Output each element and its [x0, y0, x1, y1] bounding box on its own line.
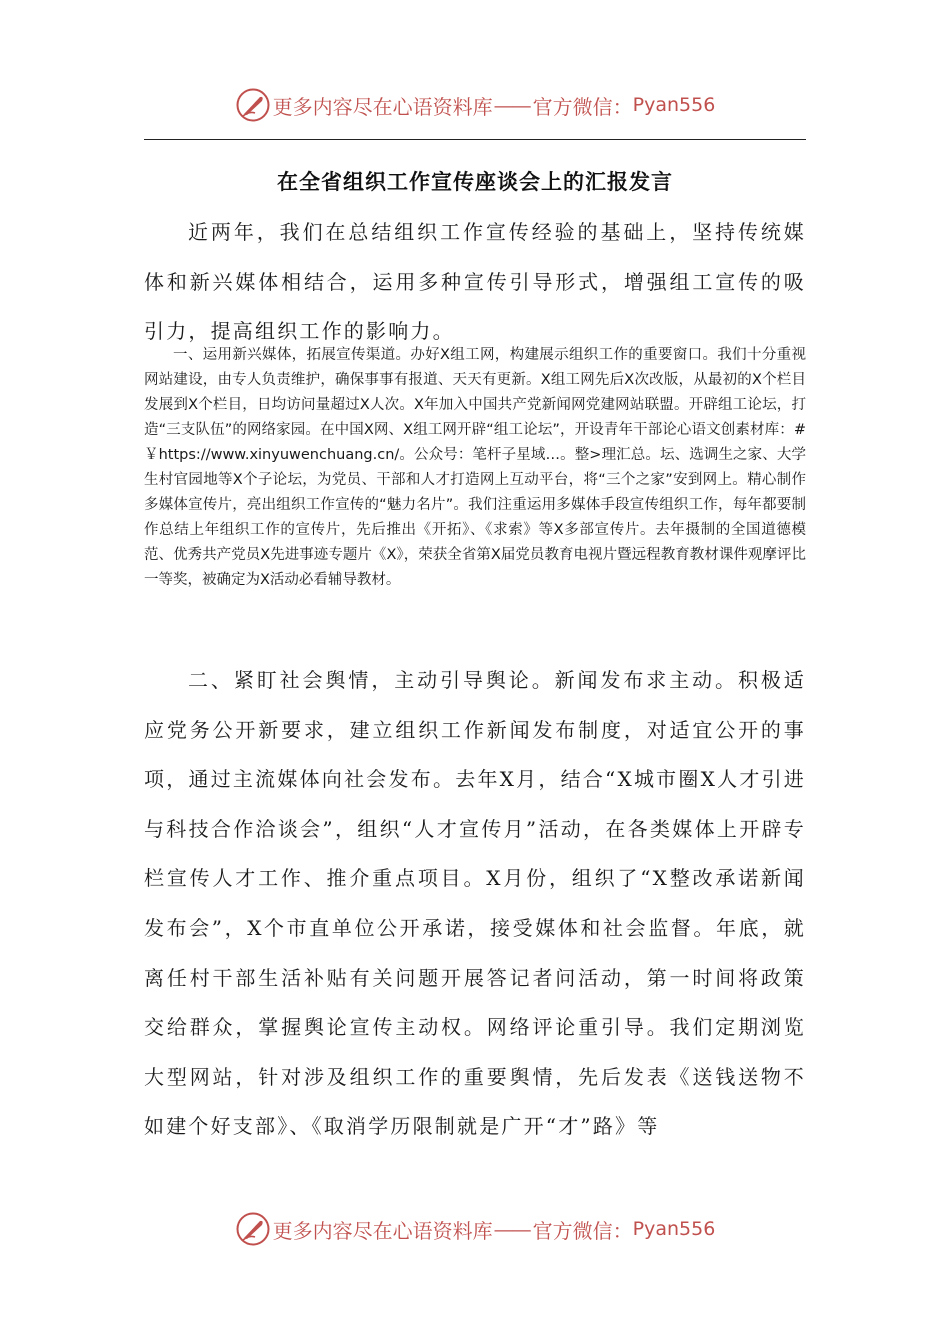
footer-banner-handle: Pyan556: [632, 1218, 716, 1240]
footer-watermark-banner: [0, 1206, 950, 1252]
document-title: 在全省组织工作宣传座谈会上的汇报发言: [277, 170, 673, 194]
header-divider: [144, 139, 806, 140]
quill-logo-icon: [235, 87, 271, 123]
paragraph-intro: 近两年，我们在总结组织工作宣传经验的基础上，坚持传统媒体和新兴媒体相结合，运用多种宣传引导形式，增强组工宣传的吸引力，提高组织工作的影响力。: [144, 220, 806, 344]
quill-logo-icon: [235, 1211, 271, 1247]
header-banner-handle: Pyan556: [632, 94, 716, 116]
header-banner-label: 官方微信：: [532, 94, 633, 119]
header-banner-dash: ——: [493, 93, 530, 117]
paragraph-section-two: 二、紧盯社会舆情，主动引导舆论。新闻发布求主动。积极适应党务公开新要求，建立组织工作新闻发布制度，对适宜公开的事项，通过主流媒体向社会发布。去年X月，结合“X城市圈X人才引进与科技合作洽谈会”，组织“人才宣传月”活动，在各类媒体上开辟专栏宣传人才工作、推介重点项目。X月份，组织了“X整改承诺新闻发布会”，X个市直单位公开承诺，接受媒体和社会监督。年底，就离任村干部生活补贴有关问题开展答记者问活动，第一时间将政策交给群众，掌握舆论宣传主动权。网络评论重引导。我们定期浏览大型网站，针对涉及组织工作的重要舆情，先后发表《送钱送物不如建个好支部》、《取消学历限制就是广开“才”路》等: [144, 668, 806, 1139]
footer-banner-dash: ——: [493, 1217, 530, 1241]
footer-banner-text: 更多内容尽在心语资料库: [272, 1218, 493, 1243]
footer-banner-label: 官方微信：: [532, 1218, 633, 1243]
header-watermark-banner: [0, 82, 950, 128]
header-banner-text: 更多内容尽在心语资料库: [272, 94, 493, 119]
paragraph-section-one: 一、运用新兴媒体，拓展宣传渠道。办好X组工网，构建展示组织工作的重要窗口。我们十分重视网站建设，由专人负责维护，确保事事有报道、天天有更新。X组工网先后X次改版，从最初的X个栏目发展到X个栏目，日均访问量超过X人次。X年加入中国共产党新闻网党建网站联盟。开辟组工论坛，打造“三支队伍”的网络家园。在中国X网、X组工网开辟“组工论坛”，开设青年干部论心语文创素材库：#￥https://www.xinyuwenchuang.cn/。公众号：笔杆子星域…。整>理汇总。坛、选调生之家、大学生村官园地等X个子论坛，为党员、干部和人才打造网上互动平台，将“三个之家”安到网上。精心制作多媒体宣传片，亮出组织工作宣传的“魅力名片”。我们注重运用多媒体手段宣传组织工作，每年都要制作总结上年组织工作的宣传片，先后推出《开拓》、《求索》等X多部宣传片。去年摄制的全国道德模范、优秀共产党员X先进事迹专题片《X》，荣获全省第X届党员教育电视片暨远程教育教材课件观摩评比一等奖，被确定为X活动必看辅导教材。: [144, 347, 806, 588]
